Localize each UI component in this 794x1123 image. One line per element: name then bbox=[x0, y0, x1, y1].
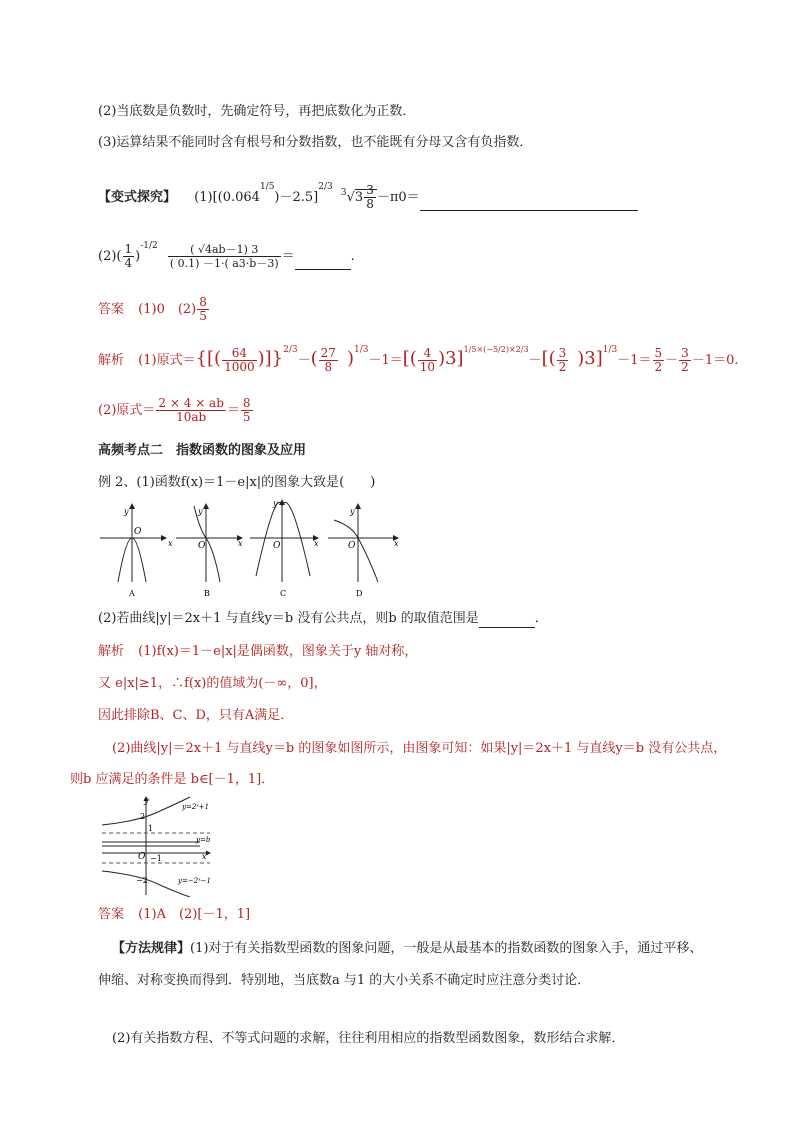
graph-a-label: A bbox=[129, 589, 135, 598]
example-2-question-1: 例 2、(1)函数f(x)＝1－e|x|的图象大致是( ) bbox=[98, 475, 376, 490]
answer-1 bbox=[98, 296, 210, 326]
exp-1-3: 1/3 bbox=[353, 345, 369, 355]
p2-den: 10ab bbox=[176, 410, 207, 424]
graph-b[interactable] bbox=[176, 504, 243, 598]
fig-y-label: y bbox=[144, 796, 149, 805]
r2-den: 2 bbox=[681, 360, 689, 374]
option-graphs bbox=[96, 496, 416, 600]
fig-tick-neg1: −1 bbox=[150, 854, 162, 863]
answer-2-text: (1)A (2)[－1，1] bbox=[138, 907, 251, 922]
graph-c-label: C bbox=[280, 589, 287, 598]
graph-a[interactable] bbox=[100, 504, 173, 598]
exp-long: 1/5×(−5/2)×2/3 bbox=[463, 345, 529, 354]
exp-1-3-b: 1/3 bbox=[602, 345, 618, 355]
answer-1-text: (1)0 (2) bbox=[138, 302, 197, 317]
q2-base-num: 1 bbox=[124, 242, 133, 256]
p2-eq: ＝ bbox=[226, 403, 240, 418]
fig-line-b-label: y=b bbox=[196, 836, 211, 844]
example-2-q2-end: ． bbox=[534, 611, 548, 626]
answer-1-frac-num: 8 bbox=[199, 295, 207, 309]
radical-icon: √ bbox=[346, 190, 355, 205]
graph-b-x-label: x bbox=[238, 539, 243, 548]
p2-num: 2 × 4 × ab bbox=[158, 396, 224, 410]
r2-num: 3 bbox=[681, 346, 689, 360]
q1-exp2: 2/3 bbox=[318, 182, 333, 192]
answer-1-frac-den: 5 bbox=[199, 309, 207, 323]
q2-base-close: ) bbox=[135, 249, 141, 264]
solution-2-line-5: 则b 应满足的条件是 b∈[－1，1]． bbox=[70, 772, 275, 787]
fig-x-label: x bbox=[202, 852, 207, 861]
method-line-1 bbox=[112, 940, 702, 958]
f27-den: 8 bbox=[324, 360, 333, 374]
method-l1: (1)对于有关指数型函数的图象问题，一般是从最基本的指数函数的图象入手，通过平移、 bbox=[190, 941, 703, 956]
section-heading-2: 高频考点二 指数函数的图象及应用 bbox=[98, 443, 307, 458]
p2-r-den: 5 bbox=[242, 410, 251, 424]
fig-tick-2: 2 bbox=[140, 812, 146, 821]
exp-2-3: 2/3 bbox=[283, 345, 298, 355]
graph-a-origin: O bbox=[134, 527, 142, 537]
answer-blank-3[interactable] bbox=[479, 613, 535, 628]
q2-frac-num: ( √4ab－1) 3 bbox=[168, 243, 281, 257]
q1-prefix: (1)[(0.064 bbox=[194, 190, 260, 205]
graph-b-y-label: y bbox=[198, 507, 203, 516]
graph-d[interactable] bbox=[328, 504, 399, 598]
part2-prefix: (2)原式＝ bbox=[98, 403, 156, 418]
q2-base-den: 4 bbox=[124, 256, 133, 270]
solution-1-label: 解析 bbox=[98, 353, 125, 368]
solution-2-label: 解析 bbox=[98, 644, 125, 659]
graph-d-x-label: x bbox=[394, 539, 399, 548]
graph-b-origin: O bbox=[198, 541, 206, 551]
r1-num: 5 bbox=[654, 346, 663, 360]
curve-line-figure bbox=[100, 795, 226, 897]
method-line-3: (2)有关指数方程、不等式问题的求解，往往利用相应的指数型函数图象，数形结合求解． bbox=[112, 1031, 625, 1046]
fig-tick-1: 1 bbox=[148, 824, 154, 833]
q1-mid: )－2.5] bbox=[274, 190, 319, 205]
variant-question-2 bbox=[98, 243, 355, 275]
graph-c[interactable] bbox=[250, 499, 319, 598]
f4-den: 10 bbox=[419, 360, 436, 374]
answer-1-label: 答案 bbox=[98, 302, 125, 317]
method-line-2: 伸缩、对称变换而得到．特别地，当底数a 与1 的大小关系不确定时应注意分类讨论． bbox=[98, 973, 591, 988]
minus-one-eq: －1＝ bbox=[368, 353, 403, 368]
q1-exp1: 1/5 bbox=[259, 182, 275, 192]
example-2-q2-text: (2)若曲线|y|＝2x＋1 与直线y＝b 没有公共点，则b 的取值范围是 bbox=[98, 611, 479, 626]
answer-2 bbox=[98, 906, 250, 924]
f3-den: 2 bbox=[558, 360, 567, 374]
method-label: 【方法规律】 bbox=[112, 941, 191, 956]
solution-1-end: －1＝0. bbox=[691, 353, 739, 368]
q1-root-index: 3 bbox=[340, 188, 347, 198]
q2-eq: ＝ bbox=[281, 249, 295, 264]
solution-2-line-1 bbox=[98, 643, 417, 661]
solution-1-prefix: (1)原式＝ bbox=[138, 353, 196, 368]
graph-c-y-label: y bbox=[273, 499, 278, 508]
q1-root-den: 8 bbox=[366, 197, 374, 211]
example-2-question-2 bbox=[98, 610, 548, 628]
graph-a-y-label: y bbox=[124, 507, 129, 516]
graph-a-x-label: x bbox=[168, 539, 173, 548]
q1-root-num: 3 bbox=[366, 183, 374, 197]
r1-den: 2 bbox=[654, 360, 663, 374]
graph-d-origin: O bbox=[348, 541, 356, 551]
f64-num: 64 bbox=[222, 347, 257, 361]
graph-d-y-label: y bbox=[350, 507, 355, 516]
answer-2-label: 答案 bbox=[98, 907, 125, 922]
fig-tick-neg2: −2 bbox=[136, 876, 148, 885]
solution-1-tail: －1＝ bbox=[617, 353, 652, 368]
graph-c-origin: O bbox=[273, 541, 281, 551]
q2-exp: -1/2 bbox=[140, 241, 158, 251]
solution-2-line-3: 因此排除B、C、D，只有A满足． bbox=[98, 708, 294, 723]
solution-1-line-1: 解析 (1)原式＝{[( $\frac{64}{1000}$ )]}$^{2/3}$－( $\frac{27}{8}$ )$^{1/3}$－1＝[( $\frac{4}{10}$ )3]$^{1/5\times(-5/2)\times 2/3}$－[( $\frac{3}{2}$ )3]$^{1/3}$－1＝ $\frac{5}{2}$ － $\frac{3}{2}$ －1＝0. bbox=[98, 345, 739, 374]
note-3: (3)运算结果不能同时含有根号和分数指数，也不能既有分母又含有负指数． bbox=[98, 135, 533, 150]
note-2: (2)当底数是负数时，先确定符号，再把底数化为正数． bbox=[98, 104, 416, 119]
solution-2-line-4: (2)曲线|y|＝2x＋1 与直线y＝b 的图象如图所示，由图象可知：如果|y|＝2x＋1 与直线y＝b 没有公共点， bbox=[112, 741, 727, 756]
variant-label: 【变式探究】 bbox=[98, 190, 177, 205]
q1-tail: －π0＝ bbox=[376, 190, 420, 205]
answer-blank-1[interactable] bbox=[420, 196, 638, 211]
fig-origin: O bbox=[138, 852, 146, 862]
graph-b-label: B bbox=[204, 589, 210, 598]
graph-c-x-label: x bbox=[314, 539, 319, 548]
q2-end: . bbox=[350, 249, 355, 264]
fig-curve-top-label: y=2ˣ+1 bbox=[182, 803, 210, 811]
p2-r-num: 8 bbox=[242, 396, 251, 410]
q2-prefix: (2)( bbox=[98, 249, 122, 264]
solution-2-line-2: 又 e|x|≥1，∴f(x)的值域为(－∞，0]， bbox=[98, 676, 327, 691]
variant-question-1 bbox=[98, 182, 638, 211]
graph-d-label: D bbox=[356, 589, 363, 598]
solution-1-line-2 bbox=[98, 397, 254, 427]
answer-blank-2[interactable] bbox=[295, 255, 351, 270]
f27-num: 27 bbox=[320, 346, 336, 360]
fig-curve-bottom-label: y=−2ˣ−1 bbox=[178, 877, 211, 885]
f4-num: 4 bbox=[418, 347, 437, 361]
f3-num: 3 bbox=[558, 346, 567, 360]
q1-root-whole: 3 bbox=[354, 190, 364, 205]
solution-2-l1: (1)f(x)＝1－e|x|是偶函数，图象关于y 轴对称， bbox=[138, 644, 418, 659]
f64-den: 1000 bbox=[224, 360, 255, 374]
q2-frac-den: ( 0.1) －1·( a3·b－3) bbox=[169, 257, 279, 270]
